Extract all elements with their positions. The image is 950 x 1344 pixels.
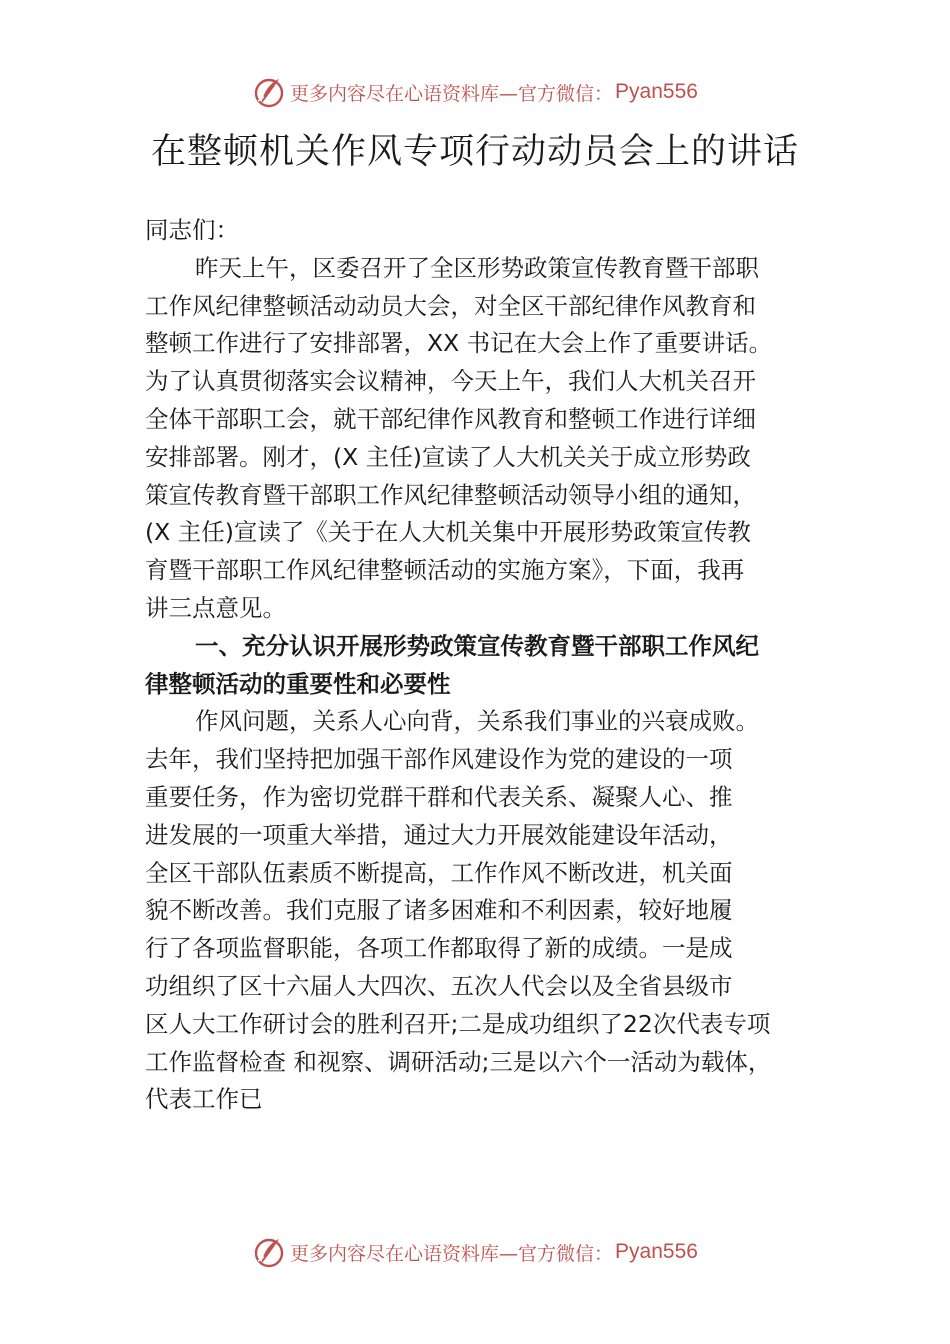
paragraph-line: 功组织了区十六届人大四次、五次人代会以及全省县级市 bbox=[145, 971, 733, 1000]
paragraph-line: 育暨干部职工作风纪律整顿活动的实施方案》，下面，我再 bbox=[145, 556, 745, 585]
watermark-label: 更多内容尽在心语资料库—官方微信： bbox=[290, 1242, 614, 1265]
paragraph-line: 为了认真贯彻落实会议精神，今天上午，我们人大机关召开 bbox=[145, 367, 756, 396]
paragraph-line: 昨天上午，区委召开了全区形势政策宣传教育暨干部职 bbox=[195, 253, 759, 282]
paragraph-line: 讲三点意见。 bbox=[145, 593, 286, 622]
watermark-banner-bottom bbox=[0, 1232, 950, 1272]
paragraph-line: 进发展的一项重大举措，通过大力开展效能建设年活动， bbox=[145, 820, 733, 849]
paragraph-line: 工作监督检查 和视察、调研活动;三是以六个一活动为载体， bbox=[145, 1047, 772, 1076]
paragraph-line: 安排部署。刚才，(X 主任)宣读了人大机关关于成立形势政 bbox=[145, 442, 751, 471]
paragraph-line: 重要任务，作为密切党群干群和代表关系、凝聚人心、推 bbox=[145, 782, 733, 811]
watermark-label: 更多内容尽在心语资料库—官方微信： bbox=[290, 82, 614, 105]
paragraph-line: 貌不断改善。我们克服了诸多困难和不利因素，较好地履 bbox=[145, 896, 733, 925]
paragraph-line: 代表工作已 bbox=[145, 1085, 263, 1114]
feather-pen-logo-icon bbox=[252, 75, 286, 109]
paragraph-line: 全区干部队伍素质不断提高，工作作风不断改进，机关面 bbox=[145, 858, 733, 887]
paragraph-line: 整顿工作进行了安排部署，XX 书记在大会上作了重要讲话。 bbox=[145, 329, 773, 358]
section-heading: 律整顿活动的重要性和必要性 bbox=[145, 669, 451, 698]
document-body bbox=[145, 212, 817, 1119]
watermark-wechat-id: Pyan556 bbox=[615, 1240, 698, 1263]
paragraph-line: 行了各项监督职能，各项工作都取得了新的成绩。一是成 bbox=[145, 934, 733, 963]
paragraph-line: (X 主任)宣读了《关于在人大机关集中开展形势政策宣传教 bbox=[145, 518, 751, 547]
feather-pen-logo-icon bbox=[252, 1235, 286, 1269]
paragraph-line: 全体干部职工会，就干部纪律作风教育和整顿工作进行详细 bbox=[145, 404, 756, 433]
salutation: 同志们： bbox=[145, 216, 239, 244]
paragraph-line: 区人大工作研讨会的胜利召开;二是成功组织了22次代表专项 bbox=[145, 1009, 771, 1038]
paragraph-line: 去年，我们坚持把加强干部作风建设作为党的建设的一项 bbox=[145, 745, 733, 774]
watermark-banner-top bbox=[0, 72, 950, 112]
section-heading: 一、充分认识开展形势政策宣传教育暨干部职工作风纪 bbox=[195, 631, 759, 660]
paragraph-line: 策宣传教育暨干部职工作风纪律整顿活动领导小组的通知， bbox=[145, 480, 756, 509]
watermark-wechat-id: Pyan556 bbox=[615, 80, 698, 103]
document-title: 在整顿机关作风专项行动动员会上的讲话 bbox=[150, 132, 799, 172]
paragraph-line: 作风问题，关系人心向背，关系我们事业的兴衰成败。 bbox=[195, 707, 759, 736]
paragraph-line: 工作风纪律整顿活动动员大会，对全区干部纪律作风教育和 bbox=[145, 291, 756, 320]
